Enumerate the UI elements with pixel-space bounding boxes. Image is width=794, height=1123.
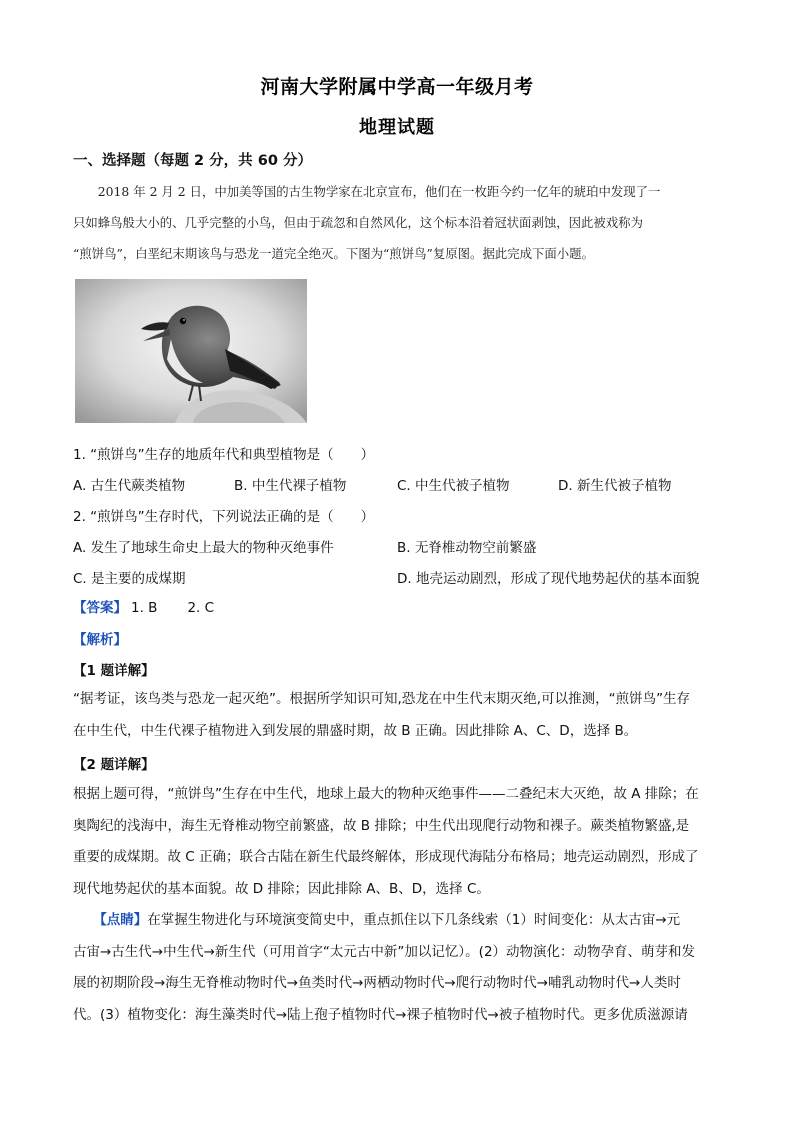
tip-paragraph (73, 905, 721, 1031)
tip-tag: 【点睛】 (100, 912, 148, 928)
detail-2-line: 奥陶纪的浅海中，海生无脊椎动物空前繁盛，故 B 排除；中生代出现爬行动物和裸子。蕨类植物繁盛,是 (73, 817, 690, 834)
answer-line (73, 596, 214, 616)
intro-line: 2018 年 2 月 2 日，中加美等国的古生物学家在北京宣布，他们在一枚距今约一亿年的琥珀中发现了一 (73, 184, 661, 199)
tip-line: 展的初期阶段→海生无脊椎动物时代→鱼类时代→两栖动物时代→爬行动物时代→哺乳动物时代→人类时 (73, 975, 681, 991)
intro-line: 只如蜂鸟般大小的、几乎完整的小鸟，但由于疏忽和自然风化，这个标本沿着冠状面剥蚀，因此被戏称为 (73, 215, 643, 230)
tip-line: 古宙→古生代→中生代→新生代（可用首字“太元古中新”加以记忆）。(2）动物演化：动物孕育、萌芽和发 (73, 943, 696, 960)
question-1-option-d[interactable]: D. 新生代被子植物 (558, 478, 672, 494)
question-2-option-a[interactable]: A. 发生了地球生命史上最大的物种灭绝事件 (73, 540, 334, 556)
question-1-option-c[interactable]: C. 中生代被子植物 (397, 478, 510, 494)
question-1-option-a[interactable]: A. 古生代蕨类植物 (73, 478, 186, 494)
answer-1: 1. B (131, 600, 158, 616)
detail-2-heading: 【2 题详解】 (73, 757, 155, 773)
tip-line (73, 905, 721, 937)
bird-illustration-image (75, 279, 307, 423)
intro-paragraph (73, 176, 723, 269)
detail-2-text (73, 779, 721, 905)
detail-1-line: 在中生代，中生代裸子植物进入到发展的鼎盛时期，故 B 正确。因此排除 A、C、D，选择 B。 (73, 722, 638, 739)
page-subtitle: 地理试题 (359, 117, 435, 138)
detail-1-line: “据考证，该鸟类与恐龙一起灭绝”。根据所学知识可知,恐龙在中生代末期灭绝,可以推测，“煎饼鸟”生存 (73, 691, 691, 707)
intro-line: “煎饼鸟”，白垩纪末期该鸟与恐龙一道完全绝灭。下图为“煎饼鸟”复原图。据此完成下面小题。 (73, 246, 594, 261)
question-2-option-d[interactable]: D. 地壳运动剧烈，形成了现代地势起伏的基本面貌 (397, 571, 700, 587)
tip-line: 代。(3）植物变化：海生藻类时代→陆上孢子植物时代→裸子植物时代→被子植物时代。更多优质滋源请 (73, 1006, 688, 1023)
answer-tag: 【答案】 (73, 600, 127, 616)
detail-1-heading: 【1 题详解】 (73, 663, 155, 679)
answer-2: 2. C (187, 600, 215, 616)
detail-2-line: 重要的成煤期。故 C 正确；联合古陆在新生代最终解体，形成现代海陆分布格局；地壳运动剧烈，形成了 (73, 849, 699, 865)
section-heading: 一、选择题（每题 2 分，共 60 分） (73, 153, 312, 169)
question-2-option-c[interactable]: C. 是主要的成煤期 (73, 571, 186, 587)
tip-first-line: 在掌握生物进化与环境演变简史中，重点抓住以下几条线索（1）时间变化：从太古宙→元 (147, 912, 681, 928)
question-2-option-b[interactable]: B. 无脊椎动物空前繁盛 (397, 540, 537, 556)
question-2-stem: 2. “煎饼鸟”生存时代，下列说法正确的是（ ） (73, 509, 375, 525)
page-title: 河南大学附属中学高一年级月考 (260, 76, 534, 98)
detail-1-text (73, 684, 721, 747)
detail-2-line: 现代地势起伏的基本面貌。故 D 排除；因此排除 A、B、D，选择 C。 (73, 880, 490, 897)
question-1-option-b[interactable]: B. 中生代裸子植物 (234, 478, 347, 494)
detail-2-line: 根据上题可得，“煎饼鸟”生存在中生代，地球上最大的物种灭绝事件——二叠纪末大灭绝，故 A 排除；在 (73, 786, 699, 802)
question-1-stem: 1. “煎饼鸟”生存的地质年代和典型植物是（ ） (73, 447, 375, 463)
analysis-tag: 【解析】 (73, 632, 127, 648)
